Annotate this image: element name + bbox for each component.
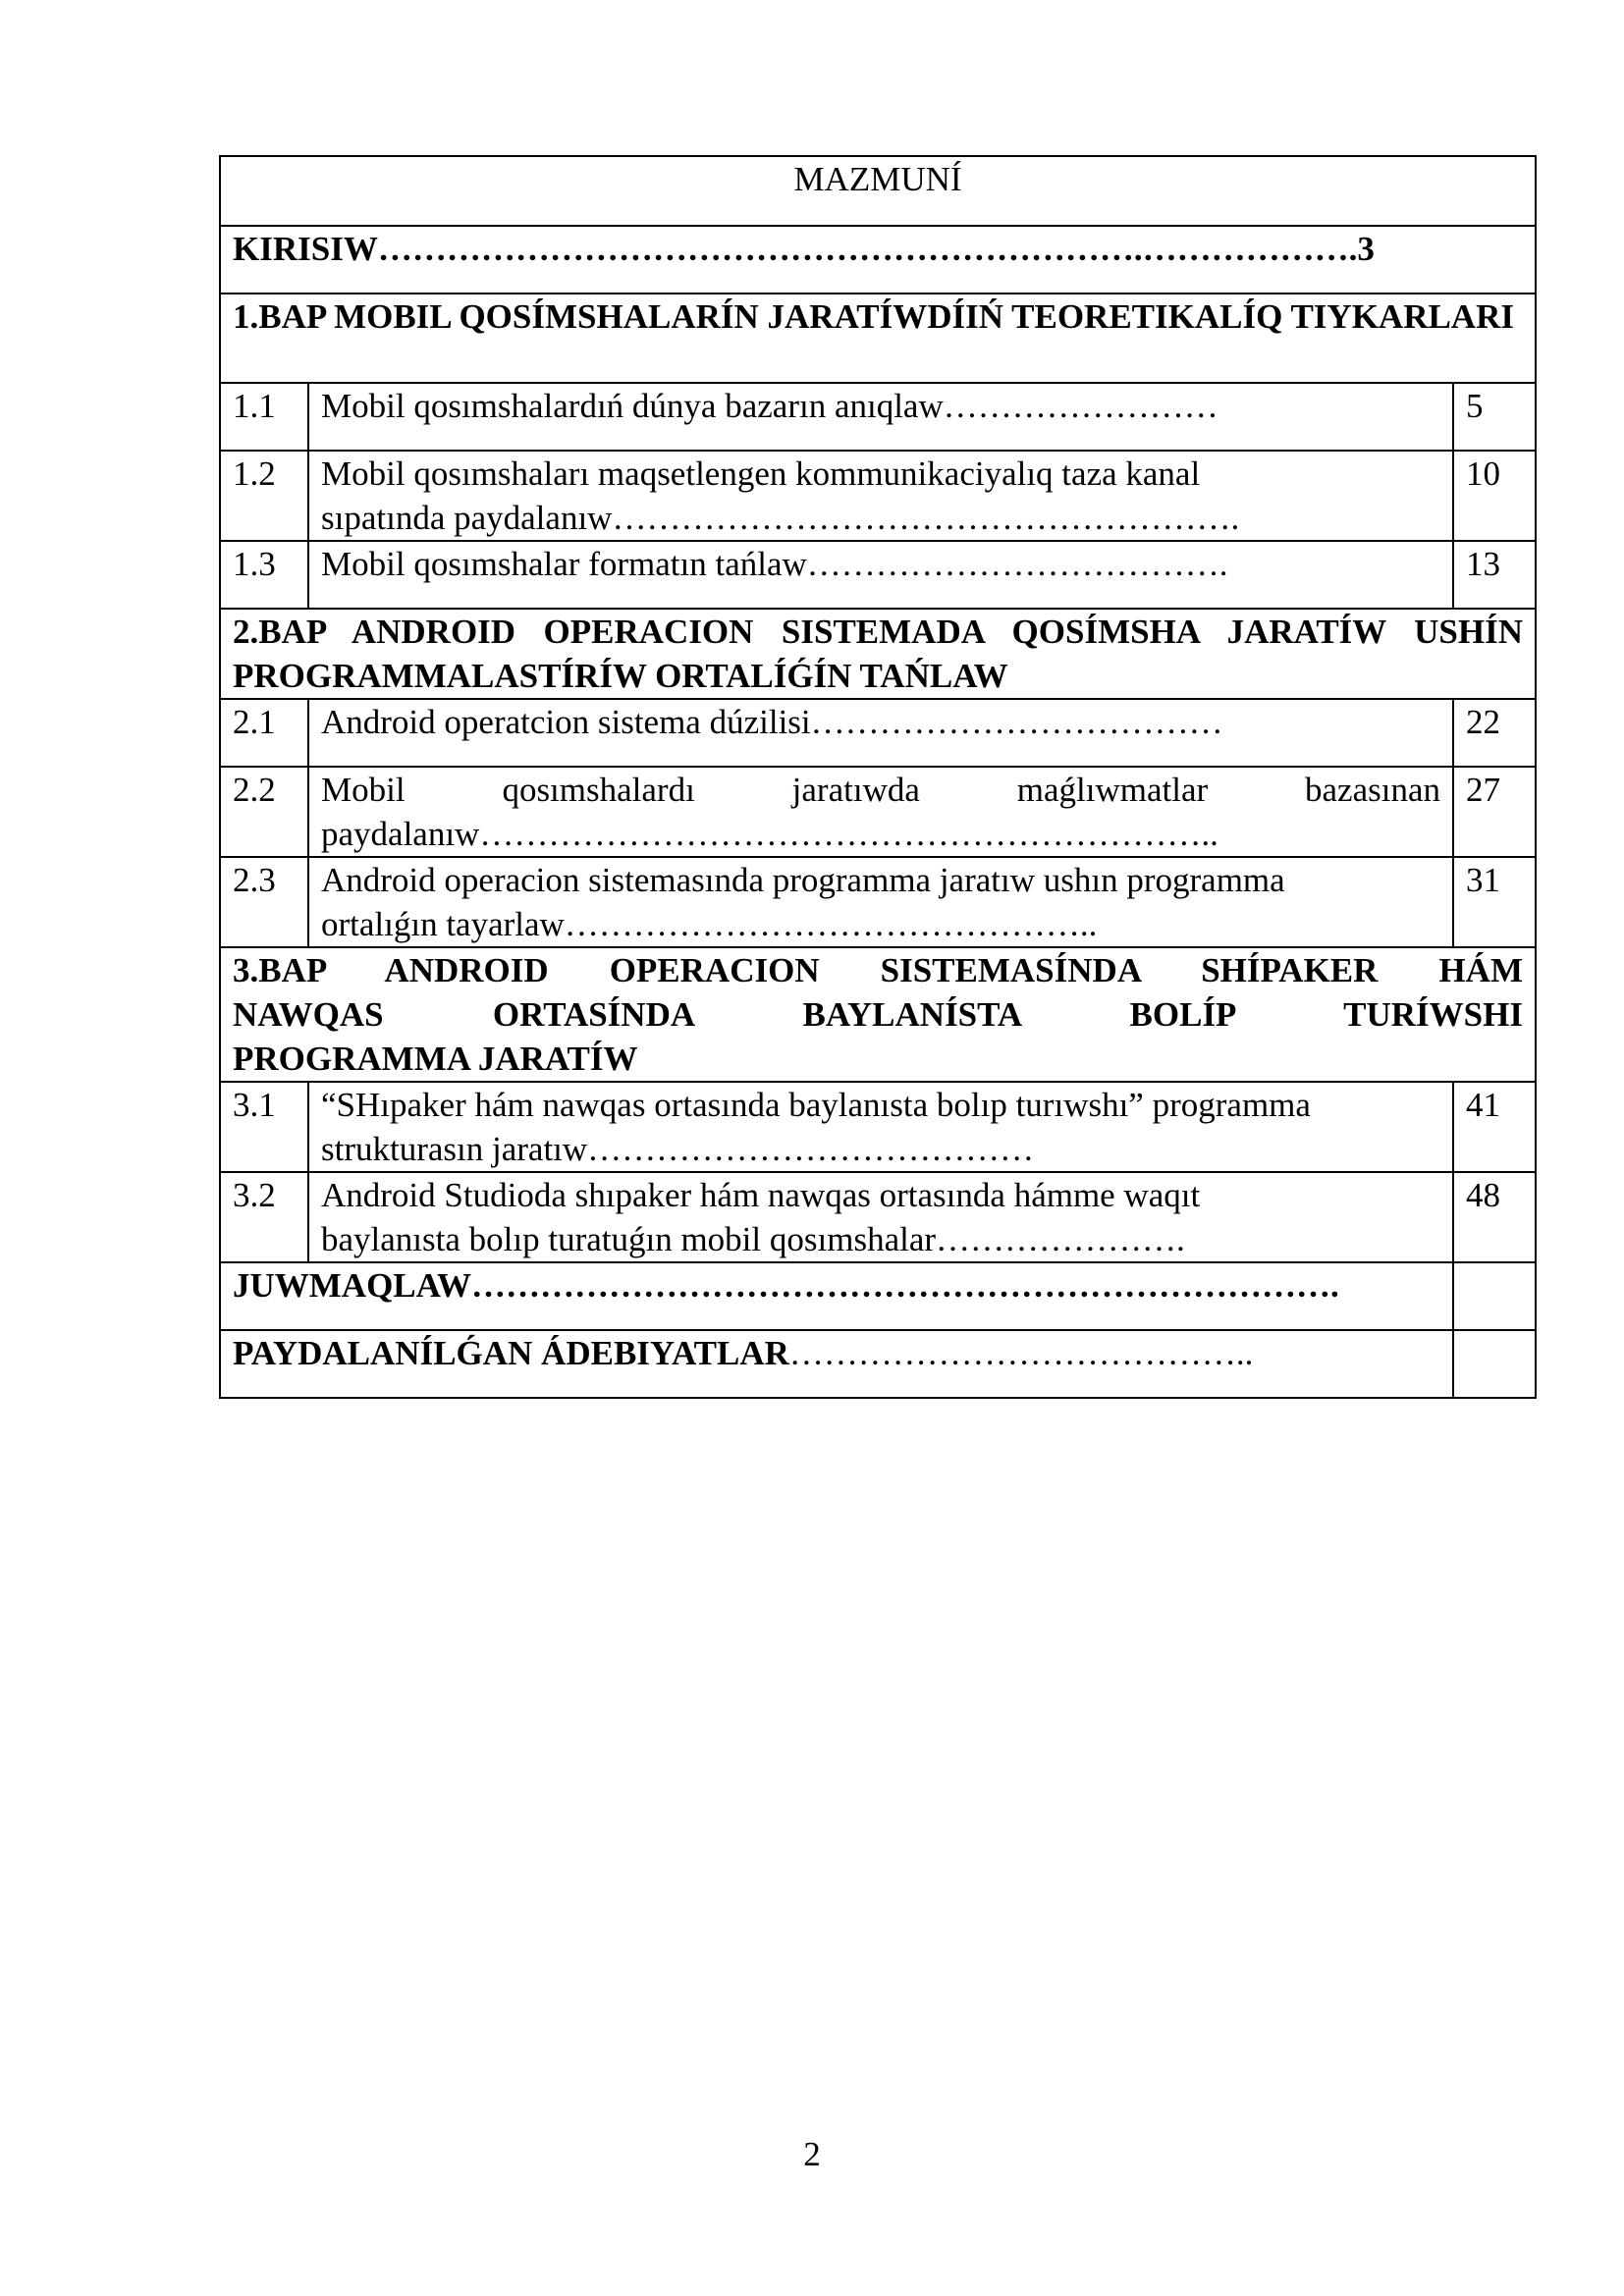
- section-page: 48: [1453, 1172, 1536, 1262]
- section-title-line: Android operatcion sistema dúzilisi………………………………: [321, 703, 1223, 741]
- section-number: 1.1: [220, 383, 308, 451]
- chapter-3-heading: [220, 947, 1536, 1082]
- section-number: 1.2: [220, 451, 308, 541]
- toc-intro-text: KIRISIW………………………………………………………….……………….3: [233, 230, 1375, 268]
- conclusion-page: [1453, 1262, 1536, 1330]
- references-row: [220, 1330, 1536, 1398]
- references-title: [220, 1330, 1453, 1398]
- section-row: [220, 451, 1536, 541]
- section-title-line: Android Studioda shıpaker hám nawqas ortasında hámme waqıt: [321, 1176, 1201, 1214]
- chapter-1-heading: 1.BAP MOBIL QOSÍMSHALARÍN JARATÍWDÍIŃ TEORETIKALÍQ TIYKARLARI: [220, 294, 1536, 383]
- section-page: 5: [1453, 383, 1536, 451]
- section-row: [220, 699, 1536, 767]
- references-label: PAYDALANÍLǴAN ÁDEBIYATLAR: [233, 1334, 789, 1372]
- section-title: [308, 699, 1453, 767]
- section-title-line: Mobil qosımshaları maqsetlengen kommunikaciyalıq taza kanal: [321, 454, 1201, 493]
- section-number: 3.2: [220, 1172, 308, 1262]
- toc-intro-row: [220, 226, 1536, 294]
- section-row: [220, 541, 1536, 609]
- section-page: 41: [1453, 1082, 1536, 1172]
- section-page: 13: [1453, 541, 1536, 609]
- section-page: 10: [1453, 451, 1536, 541]
- section-title-line: Mobil qosımshalardıń dúnya bazarın anıqlaw……………………: [321, 387, 1218, 425]
- section-title: [308, 767, 1453, 857]
- toc-title-row: [220, 156, 1536, 226]
- chapter-2-heading-row: [220, 609, 1536, 699]
- section-title-line: ortalıǵın tayarlaw………………………………………..: [321, 905, 1098, 943]
- section-title-line: sıpatında paydalanıw……………………………………………….: [321, 499, 1240, 537]
- section-number: 1.3: [220, 541, 308, 609]
- conclusion-title: JUWMAQLAW………………………………………………………………….: [220, 1262, 1453, 1330]
- section-title: [308, 1082, 1453, 1172]
- section-title-line: paydalanıw………………………………………………………..: [321, 815, 1218, 853]
- section-number: 2.2: [220, 767, 308, 857]
- section-row: [220, 1172, 1536, 1262]
- chapter-3-heading-line: 3.BAP ANDROID OPERACION SISTEMASÍNDA SHÍPAKER HÁM: [233, 951, 1523, 989]
- section-title-line: Mobil qosımshalar formatın tańlaw……………………………….: [321, 545, 1228, 583]
- section-title-line: Android operacion sistemasında programma jaratıw ushın programma: [321, 861, 1285, 899]
- section-title-line: “SHıpaker hám nawqas ortasında baylanısta bolıp turıwshı” programma: [321, 1086, 1311, 1124]
- chapter-3-heading-row: [220, 947, 1536, 1082]
- section-number: 2.1: [220, 699, 308, 767]
- section-title-line: baylanısta bolıp turatuǵın mobil qosımshalar………………….: [321, 1220, 1185, 1258]
- chapter-1-heading-row: [220, 294, 1536, 383]
- toc-title: MAZMUNÍ: [220, 156, 1536, 226]
- chapter-3-heading-line: PROGRAMMA JARATÍW: [233, 1040, 638, 1078]
- page-number: 2: [803, 2135, 821, 2173]
- section-number: 3.1: [220, 1082, 308, 1172]
- section-number: 2.3: [220, 857, 308, 947]
- section-row: [220, 383, 1536, 451]
- references-page: [1453, 1330, 1536, 1398]
- section-title: [308, 451, 1453, 541]
- section-page: 27: [1453, 767, 1536, 857]
- references-dots: …………………………………..: [788, 1334, 1254, 1372]
- toc-intro: [220, 226, 1536, 294]
- section-title: [308, 1172, 1453, 1262]
- table-of-contents: [219, 155, 1537, 1399]
- section-row: [220, 857, 1536, 947]
- section-title-line: Mobil qosımshalardı jaratıwda maǵlıwmatlar bazasınan: [321, 771, 1440, 809]
- section-title: [308, 857, 1453, 947]
- section-row: [220, 1082, 1536, 1172]
- section-page: 22: [1453, 699, 1536, 767]
- section-title: [308, 383, 1453, 451]
- section-page: 31: [1453, 857, 1536, 947]
- section-title-line: strukturasın jaratıw…………………………………: [321, 1130, 1035, 1168]
- chapter-2-heading: 2.BAP ANDROID OPERACION SISTEMADA QOSÍMSHA JARATÍW USHÍN PROGRAMMALASTÍRÍW ORTALÍǴÍN TAŃLAW: [220, 609, 1536, 699]
- chapter-3-heading-line: NAWQAS ORTASÍNDA BAYLANÍSTA BOLÍP TURÍWSHI: [233, 995, 1523, 1034]
- section-row: [220, 767, 1536, 857]
- conclusion-row: [220, 1262, 1536, 1330]
- section-title: [308, 541, 1453, 609]
